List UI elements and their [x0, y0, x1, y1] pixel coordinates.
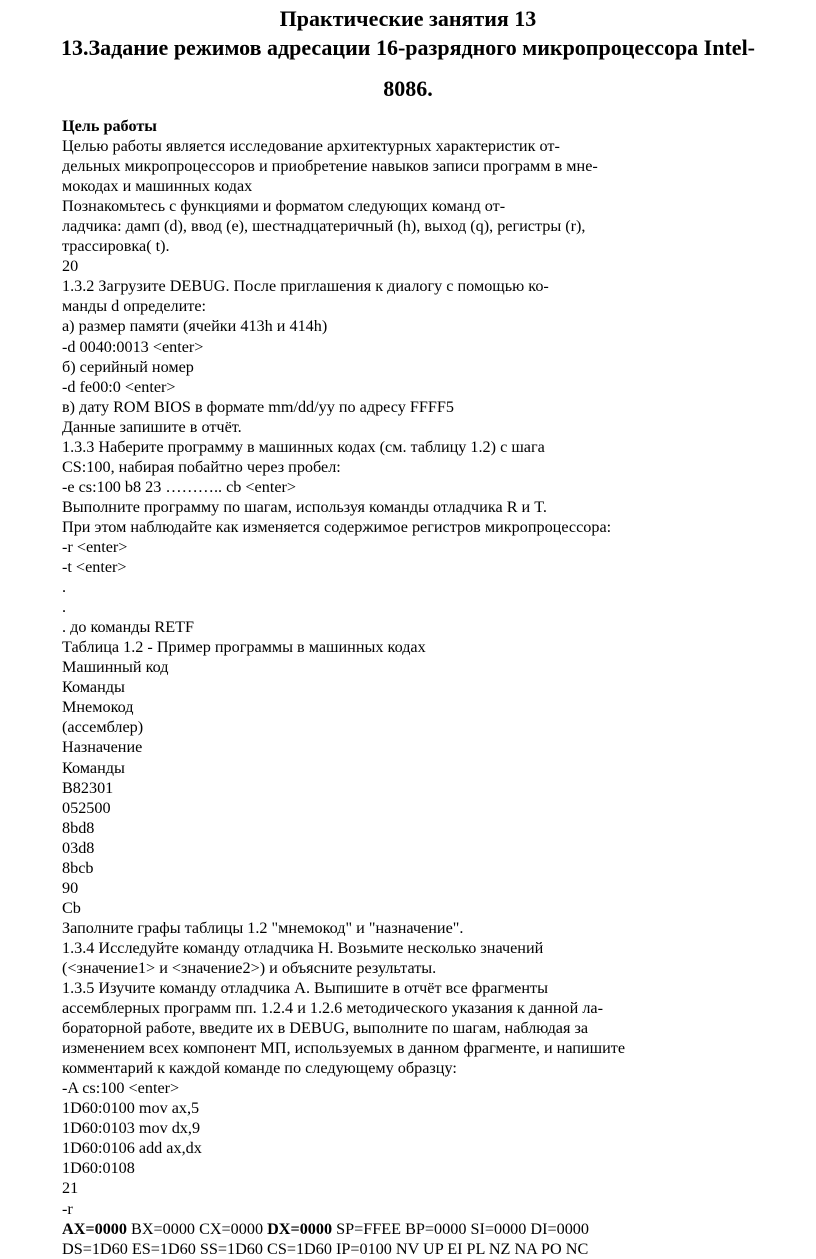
text-line: При этом наблюдайте как изменяется содержимое регистров микропроцессора:: [62, 517, 612, 536]
lab-title-continued: 8086.: [383, 76, 433, 101]
text-line: Таблица 1.2 - Пример программы в машинных кодах: [62, 638, 426, 657]
text-line: 1.3.4 Исследуйте команду отладчика H. Возьмите несколько значений: [62, 938, 544, 957]
text-line: . до команды RETF: [62, 618, 195, 637]
text-line: 1D60:0103 mov dx,9: [62, 1119, 201, 1138]
text-line: ладчика: дамп (d), ввод (e), шестнадцатеричный (h), выход (q), регистры (r),: [62, 217, 586, 236]
register-dump-line-2: DS=1D60 ES=1D60 SS=1D60 CS=1D60 IP=0100 NV UP EI PL NZ NA PO NC: [62, 1239, 589, 1258]
text-line: B82301: [62, 778, 114, 797]
text-line: 21: [62, 1179, 79, 1198]
text-line: манды d определите:: [62, 297, 207, 316]
text-line: Cb: [62, 898, 81, 917]
text-line: ассемблерных программ пп. 1.2.4 и 1.2.6 методического указания к данной ла-: [62, 999, 603, 1018]
text-line: Заполните графы таблицы 1.2 "мнемокод" и "назначение".: [62, 918, 464, 937]
text-line: -d fe00:0 <enter>: [62, 377, 176, 396]
text-line: 1D60:0108: [62, 1159, 135, 1178]
text-line: изменением всех компонент МП, используемых в данном фрагменте, и напишите: [62, 1039, 626, 1058]
text-line: (<значение1> и <значение2>) и объясните результаты.: [62, 958, 437, 977]
text-line: 1D60:0100 mov ax,5: [62, 1099, 200, 1118]
document-body: [62, 116, 802, 1259]
text-line: а) размер памяти (ячейки 413h и 414h): [62, 317, 328, 336]
text-line: в) дату ROM BIOS в формате mm/dd/yy по адресу FFFF5: [62, 397, 454, 416]
text-line: 1.3.3 Наберите программу в машинных кодах (см. таблицу 1.2) с шага: [62, 437, 545, 456]
text-line: трассировка( t).: [62, 237, 170, 256]
text-line: 8bcb: [62, 858, 94, 877]
text-line: 1D60:0106 add ax,dx: [62, 1139, 202, 1158]
text-line: Целью работы является исследование архитектурных характеристик от-: [62, 137, 560, 156]
text-line: Машинный код: [62, 658, 169, 677]
text-line: Выполните программу по шагам, используя команды отладчика R и T.: [62, 497, 547, 516]
text-line: CS:100, набирая побайтно через пробел:: [62, 457, 341, 476]
text-line: Мнемокод: [62, 698, 134, 717]
text-line: -r: [62, 1199, 73, 1218]
text-line: -r <enter>: [62, 537, 128, 556]
text-line: -e cs:100 b8 23 ……….. cb <enter>: [62, 477, 297, 496]
text-line: Данные запишите в отчёт.: [62, 417, 242, 436]
text-line: 052500: [62, 798, 111, 817]
text-line: Познакомьтесь с функциями и форматом следующих команд от-: [62, 197, 506, 216]
text-line: Назначение: [62, 738, 143, 757]
text-line: Команды: [62, 678, 125, 697]
register-dx: DX=0000: [267, 1219, 333, 1238]
lab-title: 13.Задание режимов адресации 16-разрядного микропроцессора Intel-: [60, 35, 756, 60]
text-line: 20: [62, 257, 79, 276]
text-line: 1.3.5 Изучите команду отладчика A. Выпишите в отчёт все фрагменты: [62, 979, 548, 998]
text-line: 1.3.2 Загрузите DEBUG. После приглашения к диалогу с помощью ко-: [62, 277, 549, 296]
text-line: -t <enter>: [62, 558, 127, 577]
register-ax: AX=0000: [62, 1219, 127, 1238]
text-line: -A cs:100 <enter>: [62, 1079, 180, 1098]
register-bx-cx: BX=0000 CX=0000: [126, 1219, 268, 1238]
text-line: 8bd8: [62, 818, 95, 837]
text-line: Команды: [62, 758, 125, 777]
text-line: 90: [62, 878, 79, 897]
text-line: .: [62, 578, 67, 597]
text-line: мокодах и машинных кодах: [62, 177, 253, 196]
text-line: б) серийный номер: [62, 357, 194, 376]
text-line: бораторной работе, введите их в DEBUG, выполните по шагам, наблюдая за: [62, 1019, 589, 1038]
page-title: Практические занятия 13: [279, 6, 537, 31]
section-heading: Цель работы: [62, 117, 157, 135]
text-line: .: [62, 598, 67, 617]
text-line: 03d8: [62, 838, 95, 857]
text-line: дельных микропроцессоров и приобретение навыков записи программ в мне-: [62, 157, 598, 176]
text-line: комментарий к каждой команде по следующему образцу:: [62, 1059, 457, 1078]
register-dump-line: [62, 1219, 802, 1239]
register-rest: SP=FFEE BP=0000 SI=0000 DI=0000: [332, 1219, 589, 1238]
text-line: -d 0040:0013 <enter>: [62, 337, 204, 356]
text-line: (ассемблер): [62, 718, 144, 737]
